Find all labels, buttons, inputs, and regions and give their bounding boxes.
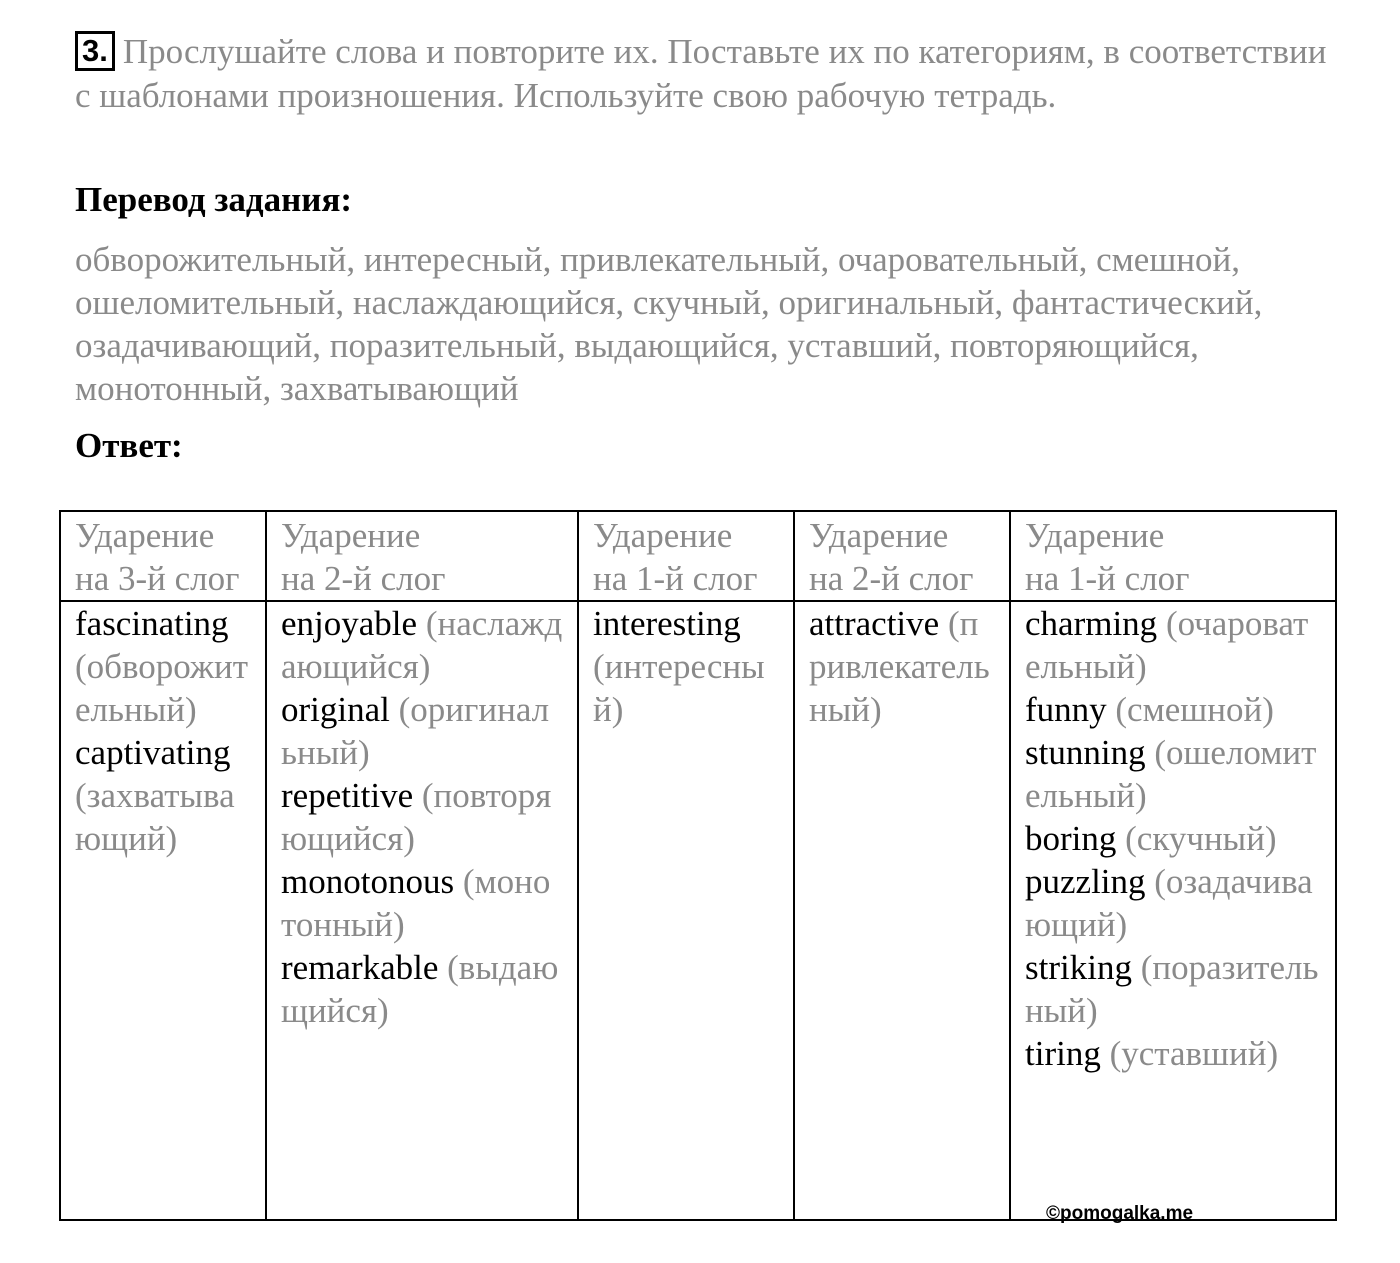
word-english: remarkable <box>281 948 439 987</box>
table-cell-stress-1st-b <box>1010 601 1336 1220</box>
list-item <box>75 602 251 731</box>
word-russian: (озадачивающий) <box>1025 862 1313 944</box>
word-english: puzzling <box>1025 862 1146 901</box>
answer-heading: Ответ: <box>75 426 183 465</box>
word-english: stunning <box>1025 733 1146 772</box>
word-english: interesting <box>593 604 741 643</box>
word-english: fascinating <box>75 604 229 643</box>
task-statement <box>75 30 1335 118</box>
column-header-stress-3rd: Ударение на 3-й слог <box>60 511 266 601</box>
translation-text: обворожительный, интересный, привлекательный, очаровательный, смешной, ошеломительный, наслаждающийся, скучный, оригинальный, фантастический, озадачивающий, поразительный, выдающийся, уставший, повторяющийся, монотонный, захватывающий <box>75 240 1263 408</box>
task-number: 3. <box>75 31 115 71</box>
table-cell-stress-1st <box>578 601 794 1220</box>
word-english: enjoyable <box>281 604 418 643</box>
list-item <box>1025 860 1321 946</box>
word-russian: (наслаждающийся) <box>281 604 563 686</box>
word-russian: (скучный) <box>1125 819 1277 858</box>
table-cell-stress-3rd <box>60 601 266 1220</box>
word-russian: (ошеломительный) <box>1025 733 1317 815</box>
word-russian: (захватывающий) <box>75 776 235 858</box>
word-english: boring <box>1025 819 1117 858</box>
list-item <box>1025 602 1321 688</box>
word-russian: (интересный) <box>593 647 765 729</box>
list-item <box>281 860 563 946</box>
column-header-stress-1st: Ударение на 1-й слог <box>578 511 794 601</box>
list-item <box>281 946 563 1032</box>
column-header-stress-2nd: Ударение на 2-й слог <box>266 511 578 601</box>
list-item <box>1025 817 1321 860</box>
list-item <box>75 731 251 860</box>
column-header-stress-2nd-b: Ударение на 2-й слог <box>794 511 1010 601</box>
word-russian: (смешной) <box>1115 690 1274 729</box>
word-english: tiring <box>1025 1034 1101 1073</box>
list-item <box>593 602 779 731</box>
word-russian: (оригинальный) <box>281 690 550 772</box>
stress-pattern-table <box>59 510 1337 1221</box>
word-english: monotonous <box>281 862 455 901</box>
list-item <box>281 602 563 688</box>
task-text: Прослушайте слова и повторите их. Поставьте их по категориям, в соответствии с шаблонами произношения. Используйте свою рабочую тетрадь. <box>75 32 1327 115</box>
word-english: original <box>281 690 390 729</box>
translation-heading: Перевод задания: <box>75 180 353 219</box>
column-header-stress-1st-b: Ударение на 1-й слог <box>1010 511 1336 601</box>
word-russian: (выдающийся) <box>281 948 559 1030</box>
list-item <box>281 688 563 774</box>
table-cell-stress-2nd-b <box>794 601 1010 1220</box>
word-russian: (привлекательный) <box>809 604 990 729</box>
list-item <box>281 774 563 860</box>
list-item <box>809 602 995 731</box>
word-english: repetitive <box>281 776 414 815</box>
list-item <box>1025 688 1321 731</box>
word-russian: (монотонный) <box>281 862 551 944</box>
list-item <box>1025 946 1321 1032</box>
word-english: charming <box>1025 604 1158 643</box>
word-russian: (очаровательный) <box>1025 604 1309 686</box>
table-header-row <box>60 511 1336 601</box>
word-english: funny <box>1025 690 1107 729</box>
table-cell-stress-2nd <box>266 601 578 1220</box>
word-english: captivating <box>75 733 231 772</box>
word-english: attractive <box>809 604 940 643</box>
list-item <box>1025 1032 1321 1075</box>
table-row <box>60 601 1336 1220</box>
word-russian: (уставший) <box>1109 1034 1279 1073</box>
word-russian: (повторяющийся) <box>281 776 552 858</box>
word-english: striking <box>1025 948 1132 987</box>
word-russian: (поразительный) <box>1025 948 1319 1030</box>
word-russian: (обворожительный) <box>75 647 249 729</box>
watermark: ©pomogalka.me <box>1046 1203 1194 1224</box>
list-item <box>1025 731 1321 817</box>
